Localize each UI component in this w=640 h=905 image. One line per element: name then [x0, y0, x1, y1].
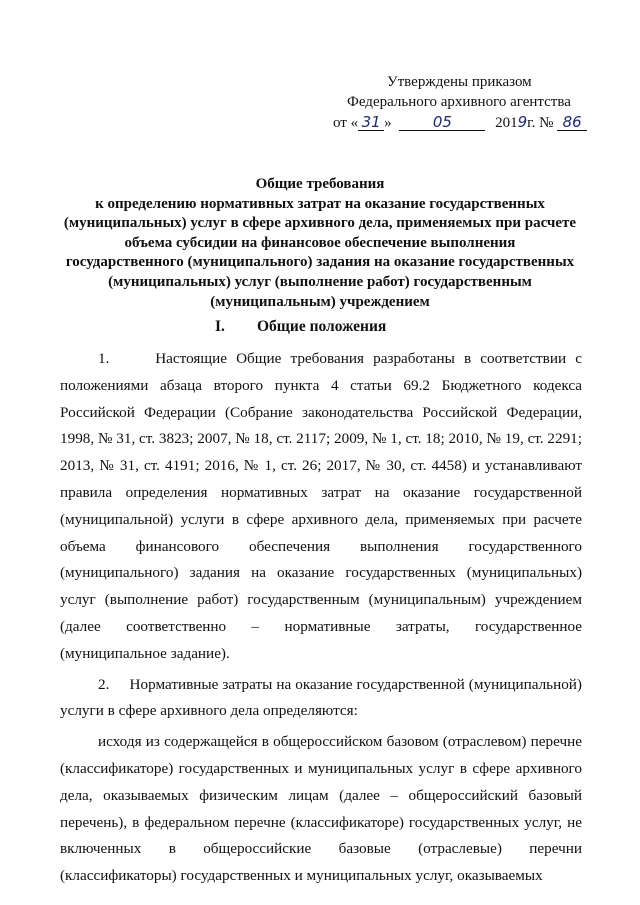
title-line-1: Общие требования [255, 176, 385, 192]
approval-date-line [330, 112, 590, 133]
paragraph-2: 2. Нормативные затраты на оказание государственной (муниципальной) услуги в сфере архивного дела определяются: [60, 675, 582, 720]
section-heading [215, 318, 386, 336]
title-line-7: (муниципальным) учреждением [210, 293, 430, 310]
title-line-3: (муниципальных) услуг в сфере архивного дела, применяемых при расчете [63, 215, 577, 232]
title-line-2: к определению нормативных затрат на оказание государственных [95, 195, 545, 212]
paragraph-1: 1. Настоящие Общие требования разработаны в соответствии с положениями абзаца второго пункта 4 статьи 69.2 Бюджетного кодекса Российской Федерации (Собрание законодательства Российской Федерации, 1998, № 31, ст. 3823; 2007, № 18, ст. 2117; 2009, № 1, ст. 18; 2010, № 19, ст. 2291; 2013, № 31, ст. 4191; 2016, № 1, ст. 26; 2017, № 30, ст. 4458) и устанавливают правила определения нормативных затрат на оказание государственной (муниципальной) услуги в сфере архивного дела, применяемых при расчете объема финансового обеспечения выполнения государственного (муниципального) задания на оказание государственных (муниципальных) услуг (выполнение работ) государственным (муниципальным) учреждением (далее соответственно – нормативные затраты, государственное (муниципальное задание). [60, 350, 582, 662]
title-line-4: объема субсидии на финансовое обеспечение выполнения [124, 234, 516, 251]
title-line-6: (муниципальных) услуг (выполнение работ) государственным [108, 273, 532, 290]
date-prefix: от « [333, 115, 359, 131]
handwritten-day: 31 [358, 114, 384, 131]
document-body [60, 346, 582, 890]
document-title [40, 175, 600, 312]
year-suffix: г. № [527, 115, 554, 131]
handwritten-year-digit: 9 [517, 113, 528, 131]
title-line-5: государственного (муниципального) задания на оказание государственных [65, 254, 575, 271]
handwritten-order-number: 86 [557, 114, 587, 131]
paragraph-3: исходя из содержащейся в общероссийском базовом (отраслевом) перечне (классификаторе) государственных и муниципальных услуг в сфере архивного дела, оказываемых физическим лицам (далее – общероссийский базовый перечень), в федеральном перечне (классификаторе) государственных услуг, не включенных в общероссийские базовые (отраслевые) перечни (классификаторы) государственных и муниципальных услуг, оказываемых [60, 733, 582, 885]
approval-line-1: Утверждены приказом [387, 74, 532, 90]
section-heading-text: Общие положения [257, 318, 387, 335]
date-day-close: » [384, 115, 392, 131]
approval-line-2: Федерального архивного агентства [347, 94, 571, 110]
approval-header [330, 72, 590, 133]
year-prefix: 201 [495, 115, 518, 131]
handwritten-month: 05 [399, 114, 485, 131]
section-number: I. [215, 318, 225, 335]
